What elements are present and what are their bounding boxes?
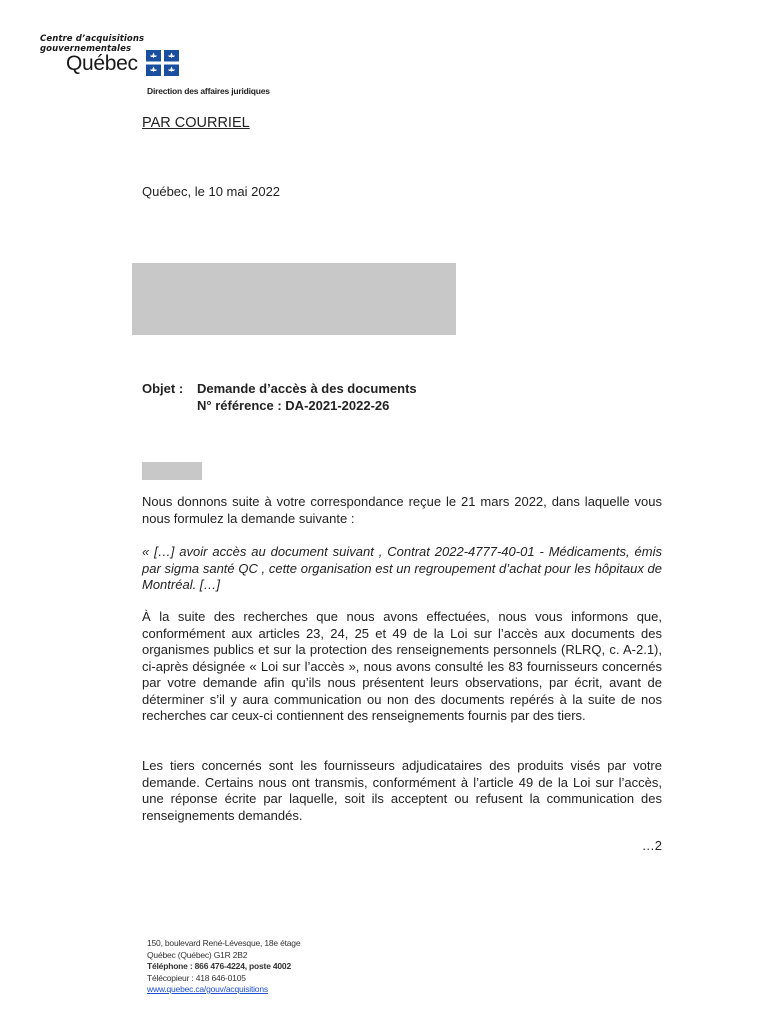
redacted-salutation bbox=[142, 462, 202, 480]
footer-contact bbox=[147, 938, 300, 996]
paragraph-4: Les tiers concernés sont les fournisseurs adjudicataires des produits visés par votre demande. Certains nous ont transmis, conformément à l’article 49 de la Loi sur l’accès, une réponse écrite par laquelle, soit ils acceptent ou refusent la communication des renseignements demandés. bbox=[142, 758, 662, 823]
paragraph-2-quote: « […] avoir accès au document suivant , Contrat 2022-4777-40-01 - Médicaments, émis par sigma santé QC , cette organisation est un regroupement d’achat pour les hôpitaux de Montréal. […] bbox=[142, 544, 662, 592]
paragraph-3: À la suite des recherches que nous avons effectuées, nous vous informons que, conformément aux articles 23, 24, 25 et 49 de la Loi sur l’accès aux documents des organismes publics et sur la protection des renseignements personnels (RLRQ, c. A-2.1), ci-après désignée « Loi sur l’accès », nous avons consulté les 83 fournisseurs concernés par votre demande afin qu’ils nous présentent leurs observations, par écrit, avant de déterminer s’il y aura communication ou non des documents repérés à la suite de nos recherches car ceux-ci contiennent des renseignements fournis par des tiers. bbox=[142, 609, 662, 723]
logo-line-1: Centre d’acquisitions bbox=[40, 34, 145, 44]
footer-fax: Télécopieur : 418 646-0105 bbox=[147, 972, 246, 983]
quebec-flag-icon bbox=[146, 50, 179, 76]
subject-text: Demande d’accès à des documents bbox=[197, 381, 417, 396]
paragraph-1: Nous donnons suite à votre correspondance reçue le 21 mars 2022, dans laquelle vous nous formulez la demande suivante : bbox=[142, 494, 662, 526]
letter-date: Québec, le 10 mai 2022 bbox=[142, 184, 281, 199]
reference-number: N° référence : DA-2021-2022-26 bbox=[197, 398, 390, 413]
logo-quebec-wordmark: Québec bbox=[66, 52, 138, 75]
redacted-recipient-address bbox=[132, 263, 456, 335]
footer-address-2: Québec (Québec) G1R 2B2 bbox=[147, 949, 248, 960]
footer-address-1: 150, boulevard René-Lévesque, 18e étage bbox=[147, 938, 301, 948]
delivery-method: PAR COURRIEL bbox=[142, 115, 250, 131]
subject-label: Objet : bbox=[142, 381, 184, 396]
department-name: Direction des affaires juridiques bbox=[147, 86, 270, 96]
subject-block bbox=[142, 380, 417, 414]
footer-phone: Téléphone : 866 476-4224, poste 4002 bbox=[147, 961, 291, 971]
quebec-logo bbox=[40, 34, 200, 82]
page-continuation: …2 bbox=[641, 838, 662, 853]
logo-line-2: gouvernementales bbox=[40, 44, 132, 54]
footer-website-link[interactable]: www.quebec.ca/gouv/acquisitions bbox=[147, 984, 268, 994]
